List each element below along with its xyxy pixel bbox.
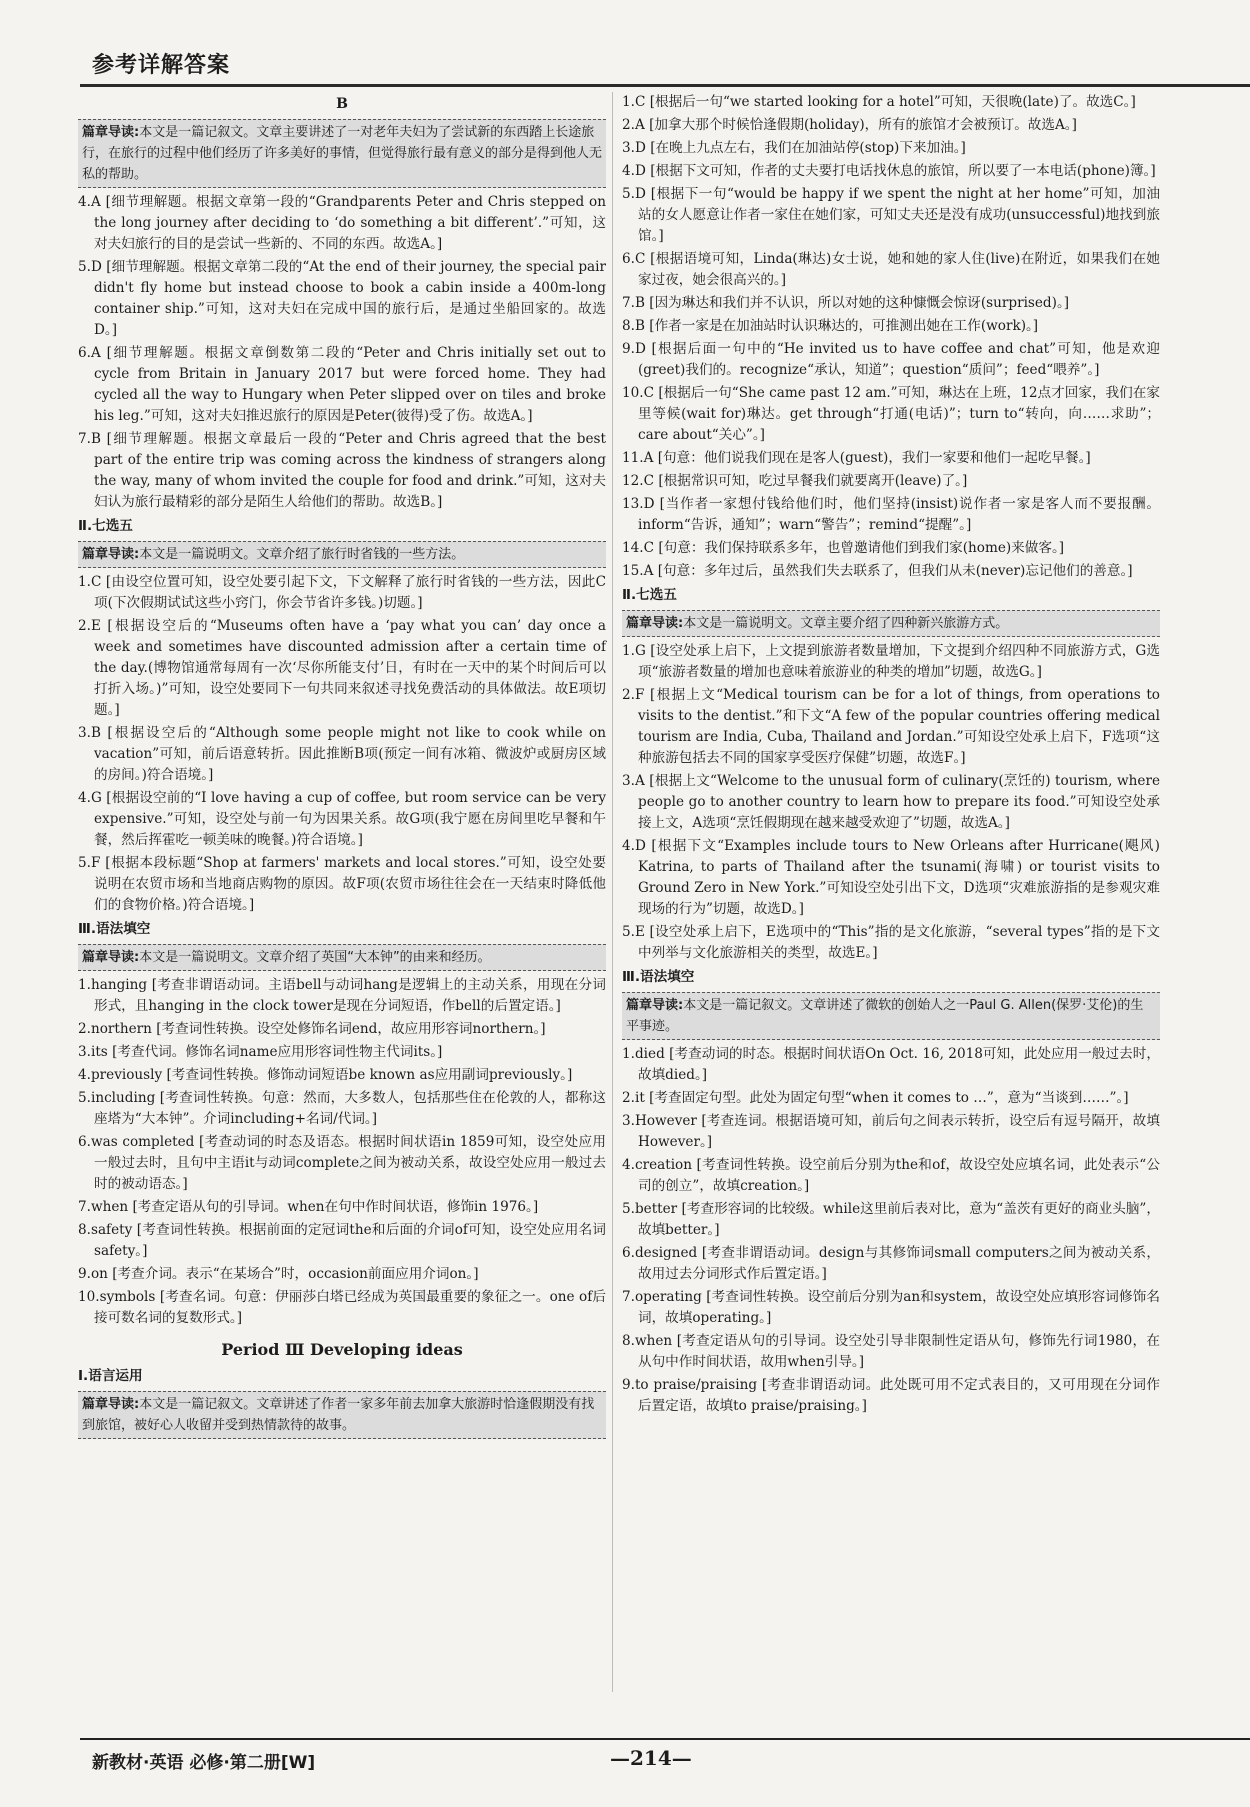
answer-item: 9.to praise/praising [考查非谓语动词。此处既可用不定式表目的，又可用现在分词作后置定语，故填to praise/praising。] (622, 1377, 1160, 1414)
answer-item: 8.B [作者一家是在加油站时认识琳达的，可推测出她在工作(work)。] (622, 318, 1039, 334)
answer-item: 5.better [考查形容词的比较级。while这里前后表对比，意为“盖茨有更好的商业头脑”，故填better。] (622, 1201, 1160, 1238)
answer-item: 5.D [根据下一句“would be happy if we spent the night at her home”可知，加油站的女人愿意让作者一家住在她们家，可知丈夫还是没有成功(unsuccessful)地找到旅馆。] (622, 186, 1160, 244)
answer-item: 1.C [由设空位置可知，设空处要引起下文，下文解释了旅行时省钱的一些方法，因此C项(下次假期试试这些小窍门，你会节省许多钱。)切题。] (78, 574, 606, 611)
answer-item: 5.E [设空处承上启下，E选项中的“This”指的是文化旅游，“several types”指的是下文中列举与文化旅游相关的类型，故选E。] (622, 924, 1160, 961)
left-column (78, 92, 606, 1443)
guide-text: 本文是一篇说明文。文章主要介绍了四种新兴旅游方式。 (683, 616, 1009, 631)
page-footer (80, 1738, 1250, 1790)
answer-item: 3.its [考查代词。修饰名词name应用形容词性物主代词its。] (78, 1044, 443, 1060)
answer-item: 5.D [细节理解题。根据文章第二段的“At the end of their journey, the special pair didn't fly home but instead choose to book a cabin inside a 400m-long container ship.”可知，这对夫妇在完成中国的旅行后，是通过坐船回家的。故选D。] (78, 259, 606, 338)
answer-item: 4.creation [考查词性转换。设空前后分别为the和of，故设空处应填名词，此处表示“公司的创立”，故填creation。] (622, 1157, 1160, 1194)
column-divider (612, 92, 613, 1692)
answer-item: 4.G [根据设空前的“I love having a cup of coffee, but room service can be very expensive.”可知，设空处与前一句为因果关系。故G项(我宁愿在房间里吃早餐和午餐，然后挥霍吃一顿美味的晚餐。)符合语境。] (78, 790, 606, 848)
answer-list (78, 572, 606, 916)
answer-item: 6.was completed [考查动词的时态及语态。根据时间状语in 1859可知，设空处应用一般过去时，且句中主语it与动词complete之间为被动关系，故设空处应用一般过去时的被动语态。] (78, 1134, 606, 1192)
answer-item: 10.C [根据后一句“She came past 12 am.”可知，琳达在上班，12点才回家，我们在家里等候(wait for)琳达。get through“打通(电话)”；turn to“转向，向……求助”；care about“关心”。] (622, 385, 1160, 443)
answer-item: 4.previously [考查词性转换。修饰动词短语be known as应用副词previously。] (78, 1067, 573, 1083)
answer-list (622, 641, 1160, 964)
guide-text: 本文是一篇说明文。文章介绍了英国“大本钟”的由来和经历。 (139, 950, 491, 965)
answer-item: 1.C [根据后一句“we started looking for a hotel”可知，天很晚(late)了。故选C。] (622, 94, 1136, 110)
right-column (622, 92, 1160, 1419)
answer-item: 7.B [细节理解题。根据文章最后一段的“Peter and Chris agreed that the best part of the entire trip was coming across the kindness of strangers along the way, many of whom invited the couple for food and drink.”可知，这对夫妇认为旅行最精彩的部分是陌生人给他们的帮助。故选B。] (78, 431, 606, 510)
answer-item: 3.B [根据设空后的“Although some people might not like to cook while on vacation”可知，前后语意转折。因此推断B项(预定一间有冰箱、微波炉或厨房区域的房间。)符合语境。] (78, 725, 606, 783)
answer-item: 15.A [句意：多年过后，虽然我们失去联系了，但我们从未(never)忘记他们的善意。] (622, 563, 1133, 579)
reading-guide (78, 119, 606, 188)
reading-guide (78, 1391, 606, 1439)
answer-list (78, 192, 606, 513)
guide-text: 本文是一篇说明文。文章介绍了旅行时省钱的一些方法。 (139, 547, 465, 562)
guide-label: 篇章导读: (82, 1397, 140, 1412)
answer-item: 2.E [根据设空后的“Museums often have a ‘pay what you can’ day once a week and sometimes have discounted admission after a certain time of the day.(博物馆通常每周有一次‘尽你所能支付’日，有时在一天中的某个时间后可以打折入场。)”可知，设空处要同下一句共同来叙述寻找免费活动的具体做法。故E项切题。] (78, 618, 606, 718)
answer-item: 6.designed [考查非谓语动词。design与其修饰词small computers之间为被动关系，故用过去分词形式作后置定语。] (622, 1245, 1160, 1282)
answer-item: 9.D [根据后面一句中的“He invited us to have coffee and chat”可知，他是欢迎(greet)我们的。recognize“承认，知道”；question“质问”；feed“喂养”。] (622, 341, 1160, 378)
answer-item: 3.A [根据上文“Welcome to the unusual form of culinary(烹饪的) tourism, where people go to another country to learn how to prepare its food.”可知设空处承接上文，A选项“烹饪假期现在越来越受欢迎了”切题，故选A。] (622, 773, 1160, 831)
guide-label: 篇章导读: (82, 547, 140, 562)
reading-guide (78, 541, 606, 568)
answer-list (622, 92, 1160, 582)
answer-item: 4.D [根据下文“Examples include tours to New Orleans after Hurricane(飓风) Katrina, to parts of Thailand after the tsunami(海啸) or tourist visits to Ground Zero in New York.”可知设空处引出下文，D选项“灾难旅游指的是参观灾难现场的行为”切题，故选D。] (622, 838, 1160, 917)
reading-guide (622, 610, 1160, 637)
answer-item: 3.D [在晚上九点左右，我们在加油站停(stop)下来加油。] (622, 140, 966, 156)
answer-item: 5.including [考查词性转换。句意：然而，大多数人，包括那些住在伦敦的人，都称这座塔为“大本钟”。介词including+名词/代词。] (78, 1090, 606, 1127)
answer-item: 6.A [细节理解题。根据文章倒数第二段的“Peter and Chris initially set out to cycle from Britain in January 2017 but were forced home. They had cycled all the way to Hungary when Peter slipped over on tiles and broke his leg.”可知，这对夫妇推迟旅行的原因是Peter(彼得)受了伤。故选A。] (78, 345, 606, 424)
section-heading: Ⅱ.七选五 (622, 587, 677, 603)
page-title: 参考详解答案 (92, 53, 231, 78)
answer-item: 1.hanging [考查非谓语动词。主语bell与动词hang是逻辑上的主动关系，用现在分词形式，且hanging in the clock tower是现在分词短语，作bell的后置定语。] (78, 977, 606, 1014)
answer-item: 5.F [根据本段标题“Shop at farmers' markets and local stores.”可知，设空处要说明在农贸市场和当地商店购物的原因。故F项(农贸市场往往会在一天结束时降低他们的食物价格。)符合语境。] (78, 855, 606, 913)
answer-list (622, 1044, 1160, 1417)
answer-item: 4.D [根据下文可知，作者的丈夫要打电话找休息的旅馆，所以要了一本电话(phone)簿。] (622, 163, 1156, 179)
section-heading: Ⅲ.语法填空 (78, 921, 151, 937)
answer-item: 10.symbols [考查名词。句意：伊丽莎白塔已经成为英国最重要的象征之一。one of后接可数名词的复数形式。] (78, 1289, 606, 1326)
header-rule (80, 84, 1250, 87)
book-title: 新教材·英语 必修·第二册[W] (92, 1753, 316, 1773)
period-title: Period Ⅲ Developing ideas (221, 1340, 463, 1359)
answer-item: 11.A [句意：他们说我们现在是客人(guest)，我们一家要和他们一起吃早餐。] (622, 450, 1091, 466)
guide-text: 本文是一篇记叙文。文章主要讲述了一对老年夫妇为了尝试新的东西踏上长途旅行，在旅行的过程中他们经历了许多美好的事情，但觉得旅行最有意义的部分是得到他人无私的帮助。 (82, 125, 603, 182)
answer-item: 1.G [设空处承上启下，上文提到旅游者数量增加，下文提到介绍四种不同旅游方式，G选项“旅游者数量的增加也意味着旅游业的种类的增加”切题，故选G。] (622, 643, 1160, 680)
answer-item: 2.F [根据上文“Medical tourism can be for a lot of things, from operations to visits to the dentist.”和下文“A few of the popular countries offering medical tourism are India, Cuba, Thailand and Jordan.”可知设空处承上启下，F选项“这种旅游包括去不同的国家享受医疗保健”切题，故选F。] (622, 687, 1160, 766)
answer-item: 9.on [考查介词。表示“在某场合”时，occasion前面应用介词on。] (78, 1266, 479, 1282)
answer-item: 12.C [根据常识可知，吃过早餐我们就要离开(leave)了。] (622, 473, 968, 489)
answer-item: 3.However [考查连词。根据语境可知，前后句之间表示转折，设空后有逗号隔开，故填However。] (622, 1113, 1160, 1150)
answer-item: 2.northern [考查词性转换。设空处修饰名词end，故应用形容词northern。] (78, 1021, 546, 1037)
answer-item: 14.C [句意：我们保持联系多年，也曾邀请他们到我们家(home)来做客。] (622, 540, 1065, 556)
answer-item: 7.B [因为琳达和我们并不认识，所以对她的这种慷慨会惊讶(surprised)。] (622, 295, 1070, 311)
reading-guide (78, 944, 606, 971)
guide-label: 篇章导读: (626, 616, 684, 631)
page-number: —214— (610, 1746, 692, 1770)
guide-text: 本文是一篇记叙文。文章讲述了微软的创始人之一Paul G. Allen(保罗·艾伦)的生平事迹。 (626, 998, 1144, 1034)
answer-item: 4.A [细节理解题。根据文章第一段的“Grandparents Peter and Chris stepped on the long journey after deciding to ‘do something a bit different’.”可知，这对夫妇旅行的目的是尝试一些新的、不同的东西。故选A。] (78, 194, 606, 252)
reading-guide (622, 992, 1160, 1040)
answer-list (78, 975, 606, 1329)
section-heading: Ⅰ.语言运用 (78, 1368, 143, 1384)
answer-item: 7.operating [考查词性转换。设空前后分别为an和system，故设空处应填形容词修饰名词，故填operating。] (622, 1289, 1160, 1326)
answer-item: 8.safety [考查词性转换。根据前面的定冠词the和后面的介词of可知，设空处应用名词safety。] (78, 1222, 606, 1259)
guide-label: 篇章导读: (626, 998, 684, 1013)
answer-item: 7.when [考查定语从句的引导词。when在句中作时间状语，修饰in 1976。] (78, 1199, 539, 1215)
guide-label: 篇章导读: (82, 950, 140, 965)
guide-label: 篇章导读: (82, 125, 140, 140)
guide-text: 本文是一篇记叙文。文章讲述了作者一家多年前去加拿大旅游时恰逢假期没有找到旅馆，被好心人收留并受到热情款待的故事。 (82, 1397, 595, 1433)
section-heading: Ⅲ.语法填空 (622, 969, 695, 985)
answer-item: 6.C [根据语境可知，Linda(琳达)女士说，她和她的家人住(live)在附近，如果我们在她家过夜，她会很高兴的。] (622, 251, 1160, 288)
answer-item: 2.A [加拿大那个时候恰逢假期(holiday)，所有的旅馆才会被预订。故选A。] (622, 117, 1077, 133)
answer-item: 8.when [考查定语从句的引导词。设空处引导非限制性定语从句，修饰先行词1980，在从句中作时间状语，故用when引导。] (622, 1333, 1160, 1370)
section-letter: B (336, 96, 348, 112)
answer-item: 13.D [当作者一家想付钱给他们时，他们坚持(insist)说作者一家是客人而不要报酬。inform“告诉，通知”；warn“警告”；remind“提醒”。] (622, 496, 1160, 533)
section-heading: Ⅱ.七选五 (78, 518, 133, 534)
answer-item: 2.it [考查固定句型。此处为固定句型“when it comes to …”，意为“当谈到……”。] (622, 1090, 1129, 1106)
answer-item: 1.died [考查动词的时态。根据时间状语On Oct. 16, 2018可知，此处应用一般过去时，故填died。] (622, 1046, 1160, 1083)
